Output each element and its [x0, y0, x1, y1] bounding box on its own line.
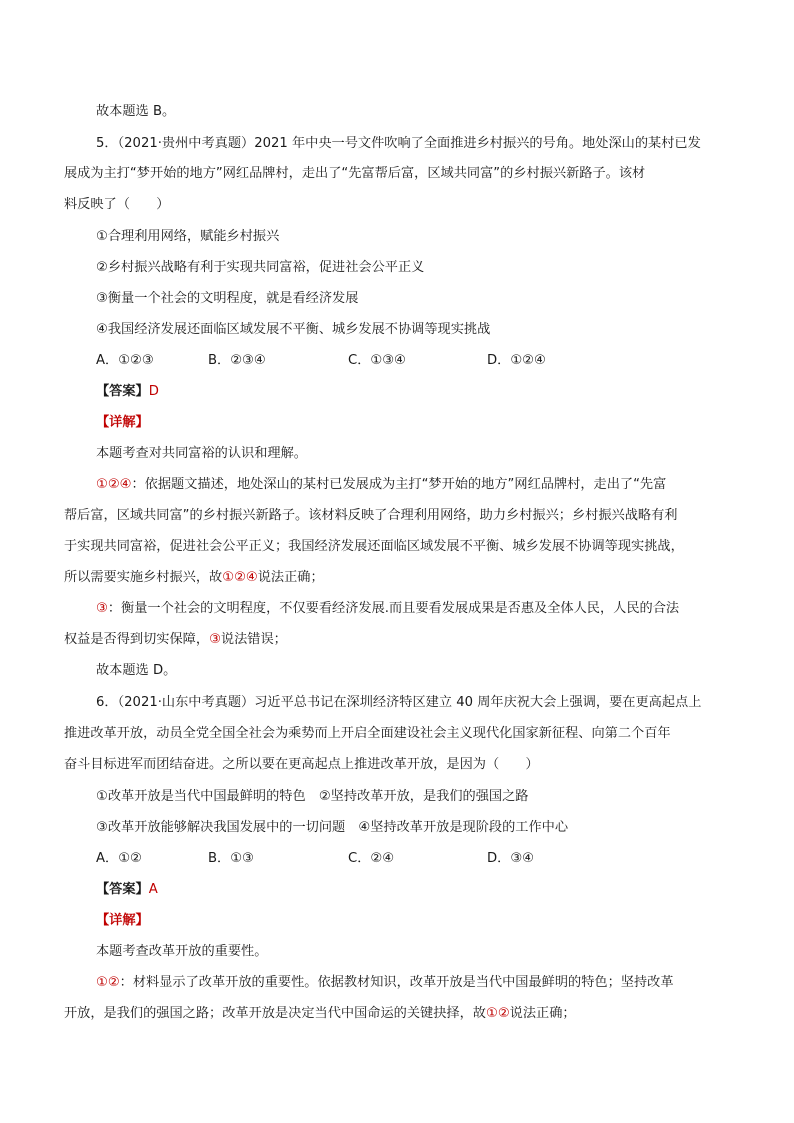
exp2-prefix: ③	[96, 601, 108, 616]
q6-stem-line3: 奋斗目标进军而团结奋进。之所以要在更高起点上推进改革开放，是因为（ ）	[64, 757, 539, 772]
q5-conclusion: 故本题选 D。	[96, 663, 177, 678]
q5-option-b: B．②③④	[208, 353, 266, 368]
exp1-text: ：依据题文描述，地处深山的某村已发展成为主打“梦开始的地方”网红品牌村，走出了“先富	[131, 477, 667, 492]
q6-answer	[96, 880, 158, 900]
q5-item-2: ②乡村振兴战略有利于实现共同富裕，促进社会公平正义	[96, 260, 425, 275]
exp1-line2-pre: 开放，是我们的强国之路；改革开放是决定当代中国命运的关键抉择，故	[64, 1006, 486, 1021]
q6-option-c: C．②④	[348, 851, 395, 866]
answer-value: D	[148, 384, 159, 399]
q5-exp1-line3: 于实现共同富裕，促进社会公平正义；我国经济发展还面临区域发展不平衡、城乡发展不协调等现实挑战，	[64, 539, 684, 554]
q5-option-c: C．①③④	[348, 353, 406, 368]
q5-exp2-line1	[96, 599, 679, 619]
q5-item-3: ③衡量一个社会的文明程度，就是看经济发展	[96, 291, 359, 306]
q6-intro: 本题考查改革开放的重要性。	[96, 944, 268, 959]
exp1-prefix: ①②④	[96, 477, 132, 492]
answer-label: 【答案】	[96, 882, 149, 897]
q6-items-line2: ③改革开放能够解决我国发展中的一切问题 ④坚持改革开放是现阶段的工作中心	[96, 820, 569, 835]
prev-conclusion: 故本题选 B。	[96, 104, 176, 119]
exp1-text: ：材料显示了改革开放的重要性。依据教材知识，改革开放是当代中国最鲜明的特色；坚持改革	[119, 975, 674, 990]
q5-exp1-line1	[96, 475, 666, 495]
q5-option-a: A．①②③	[96, 353, 154, 368]
q5-answer	[96, 382, 159, 402]
q5-stem-line3: 料反映了（ ）	[64, 197, 170, 212]
q5-exp1-line2: 帮后富，区域共同富”的乡村振兴新路子。该材料反映了合理利用网络，助力乡村振兴；乡村振兴战略有利	[64, 508, 678, 523]
q5-item-1: ①合理利用网络，赋能乡村振兴	[96, 229, 280, 244]
exp1-line2-post: 说法正确；	[509, 1006, 576, 1021]
q5-exp1-line4	[64, 568, 324, 588]
exp1-line2-red: ①②	[486, 1006, 510, 1021]
q6-exp1-line1	[96, 973, 674, 993]
q6-stem-line1: 6．（2021·山东中考真题）习近平总书记在深圳经济特区建立 40 周年庆祝大会上强调，要在更高起点上	[96, 695, 702, 710]
exp2-line2-post: 说法错误；	[220, 632, 287, 647]
q5-detail-label: 【详解】	[96, 415, 149, 430]
q5-intro: 本题考查对共同富裕的认识和理解。	[96, 446, 307, 461]
answer-label: 【答案】	[96, 384, 149, 399]
exp1-line4-red: ①②④	[222, 570, 258, 585]
q5-stem-line2: 展成为主打“梦开始的地方”网红品牌村，走出了“先富帮后富，区域共同富”的乡村振兴新路子。该材	[64, 166, 646, 181]
answer-value: A	[148, 882, 158, 897]
q5-item-4: ④我国经济发展还面临区域发展不平衡、城乡发展不协调等现实挑战	[96, 322, 491, 337]
exp2-line2-pre: 权益是否得到切实保障，	[64, 632, 210, 647]
q6-option-a: A．①②	[96, 851, 142, 866]
q6-exp1-line2	[64, 1004, 576, 1024]
exp1-line4-post: 说法正确；	[257, 570, 324, 585]
q6-option-b: B．①③	[208, 851, 254, 866]
q5-exp2-line2	[64, 630, 287, 650]
exp1-line4-pre: 所以需要实施乡村振兴，故	[64, 570, 223, 585]
q5-option-d: D．①②④	[487, 353, 546, 368]
exp2-line2-red: ③	[209, 632, 221, 647]
q6-items-line1: ①改革开放是当代中国最鲜明的特色 ②坚持改革开放，是我们的强国之路	[96, 789, 529, 804]
exp2-text: ：衡量一个社会的文明程度，不仅要看经济发展.而且要看发展成果是否惠及全体人民，人民的合法	[107, 601, 680, 616]
q6-option-d: D．③④	[487, 851, 534, 866]
q5-stem-line1: 5．（2021·贵州中考真题）2021 年中央一号文件吹响了全面推进乡村振兴的号角。地处深山的某村已发	[96, 136, 701, 151]
q6-stem-line2: 推进改革开放，动员全党全国全社会为乘势而上开启全面建设社会主义现代化国家新征程、向第二个百年	[64, 726, 671, 741]
exp1-prefix: ①②	[96, 975, 120, 990]
q6-detail-label: 【详解】	[96, 913, 149, 928]
